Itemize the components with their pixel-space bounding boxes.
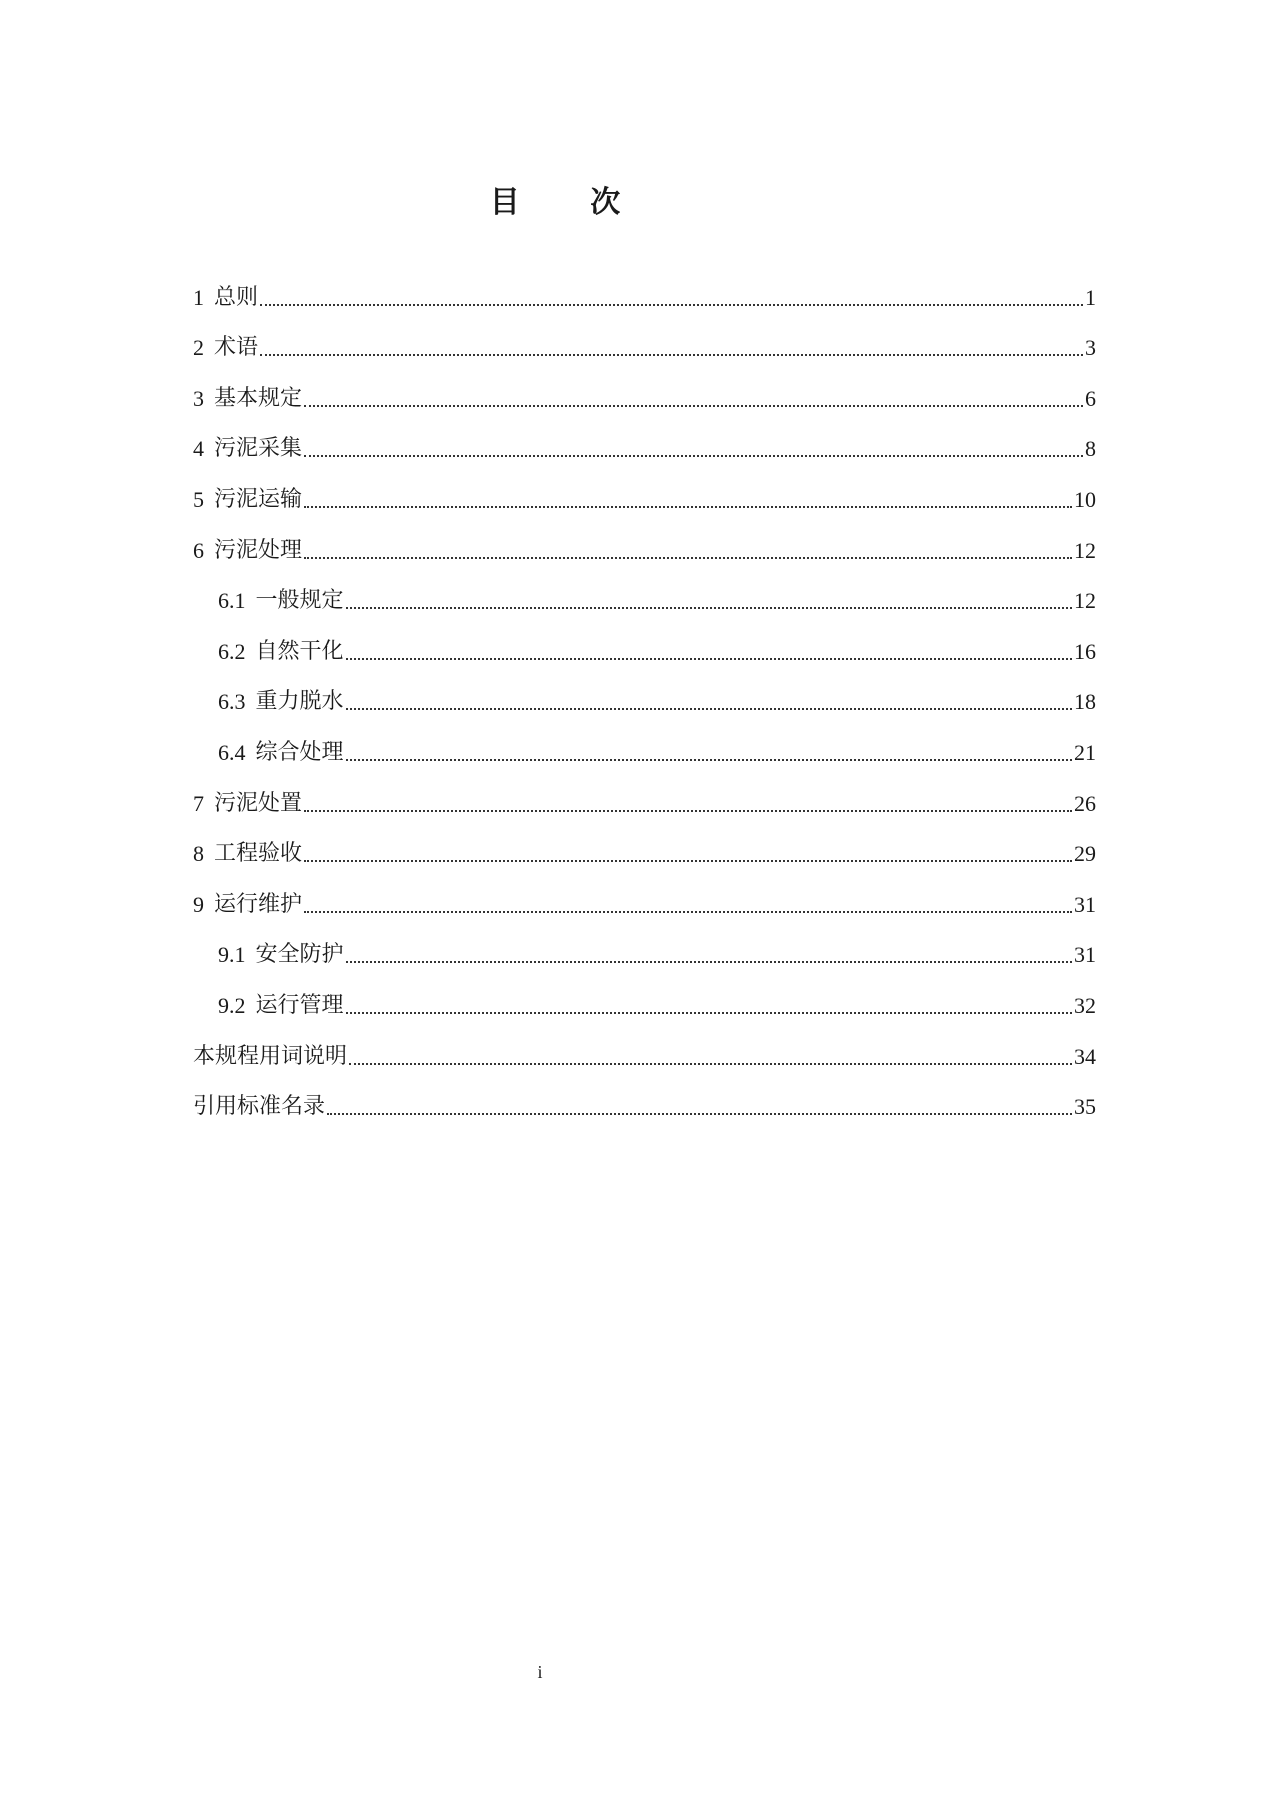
toc-entry[interactable] [193,667,1096,718]
toc-entry-page: 10 [1074,486,1096,512]
toc-entry-label: 运行维护 [214,891,303,917]
toc-entry[interactable] [193,1021,1096,1072]
toc-leader-dots [346,759,1072,761]
toc-leader-dots [304,405,1083,407]
page-title: 目 次 [489,185,651,220]
toc-entry[interactable] [193,262,1096,313]
toc-entry[interactable] [193,768,1096,819]
toc-entry-page: 1 [1085,284,1096,310]
toc-entry-label: 本规程用词说明 [193,1043,348,1069]
toc-entry-page: 8 [1085,436,1096,462]
toc-leader-dots [260,354,1083,356]
toc-entry-page: 3 [1085,335,1096,361]
toc-entry-number: 8 [193,841,204,867]
toc-entry-page: 31 [1074,942,1096,968]
toc-entry-label: 污泥处理 [214,537,303,563]
toc-entry-page: 26 [1074,790,1096,816]
toc-entry-label: 总则 [214,284,259,310]
toc-entry-number: 6.1 [218,588,246,614]
toc-leader-dots [346,708,1072,710]
toc-leader-dots [327,1113,1072,1115]
toc-entry[interactable] [193,819,1096,870]
toc-entry-label: 引用标准名录 [193,1094,326,1120]
toc-entry[interactable] [193,515,1096,566]
toc-leader-dots [304,911,1072,913]
toc-entry-number: 7 [193,790,204,816]
toc-entry[interactable] [193,414,1096,465]
toc-leader-dots [346,607,1072,609]
toc-entry-page: 34 [1074,1043,1096,1069]
toc-entry-label: 基本规定 [214,385,303,411]
toc-entry[interactable] [193,616,1096,667]
toc-entry[interactable] [193,717,1096,768]
toc-leader-dots [260,304,1083,306]
toc-entry-number: 9.1 [218,942,246,968]
toc-entry-label: 重力脱水 [255,689,344,715]
toc-entry[interactable] [193,363,1096,414]
toc-entry-page: 6 [1085,385,1096,411]
toc-entry-label: 综合处理 [255,739,344,765]
toc-entry-number: 6.4 [218,739,246,765]
toc-entry-label: 安全防护 [255,942,344,968]
toc-entry-label: 运行管理 [255,992,344,1018]
toc-entry-page: 29 [1074,841,1096,867]
toc-entry[interactable] [193,920,1096,971]
toc-entry[interactable] [193,1072,1096,1123]
toc-entry-number: 9.2 [218,992,246,1018]
toc-entry-number: 1 [193,284,204,310]
toc-entry[interactable] [193,566,1096,617]
toc-entry-number: 2 [193,335,204,361]
page-number: i [537,1662,543,1682]
toc-entry-label: 工程验收 [214,841,303,867]
toc-entry-label: 自然干化 [255,638,344,664]
toc-leader-dots [346,658,1072,660]
toc-leader-dots [346,961,1072,963]
toc-entry-number: 3 [193,385,204,411]
toc-entry-page: 31 [1074,891,1096,917]
toc-entry-page: 12 [1074,537,1096,563]
toc-leader-dots [304,810,1072,812]
toc-entry-page: 16 [1074,638,1096,664]
toc-entry-page: 32 [1074,992,1096,1018]
toc-leader-dots [349,1063,1072,1065]
toc-entry-label: 污泥采集 [214,436,303,462]
toc-leader-dots [304,506,1072,508]
toc-entry-label: 污泥运输 [214,486,303,512]
toc-entry-label: 术语 [214,335,259,361]
toc-entry-label: 污泥处置 [214,790,303,816]
toc-entry-number: 6.2 [218,638,246,664]
toc-entry[interactable] [193,313,1096,364]
toc-entry-page: 18 [1074,689,1096,715]
toc-leader-dots [304,557,1072,559]
toc-entry-page: 35 [1074,1094,1096,1120]
toc-leader-dots [304,860,1072,862]
toc-entry-page: 21 [1074,739,1096,765]
toc-entry[interactable] [193,970,1096,1021]
toc-entry-label: 一般规定 [255,588,344,614]
toc-entry-number: 6.3 [218,689,246,715]
toc-entry-page: 12 [1074,588,1096,614]
toc-list [193,262,1096,1122]
toc-entry-number: 5 [193,486,204,512]
toc-entry[interactable] [193,464,1096,515]
toc-entry[interactable] [193,869,1096,920]
toc-entry-number: 4 [193,436,204,462]
toc-leader-dots [304,455,1083,457]
toc-leader-dots [346,1012,1072,1014]
toc-entry-number: 9 [193,891,204,917]
toc-entry-number: 6 [193,537,204,563]
